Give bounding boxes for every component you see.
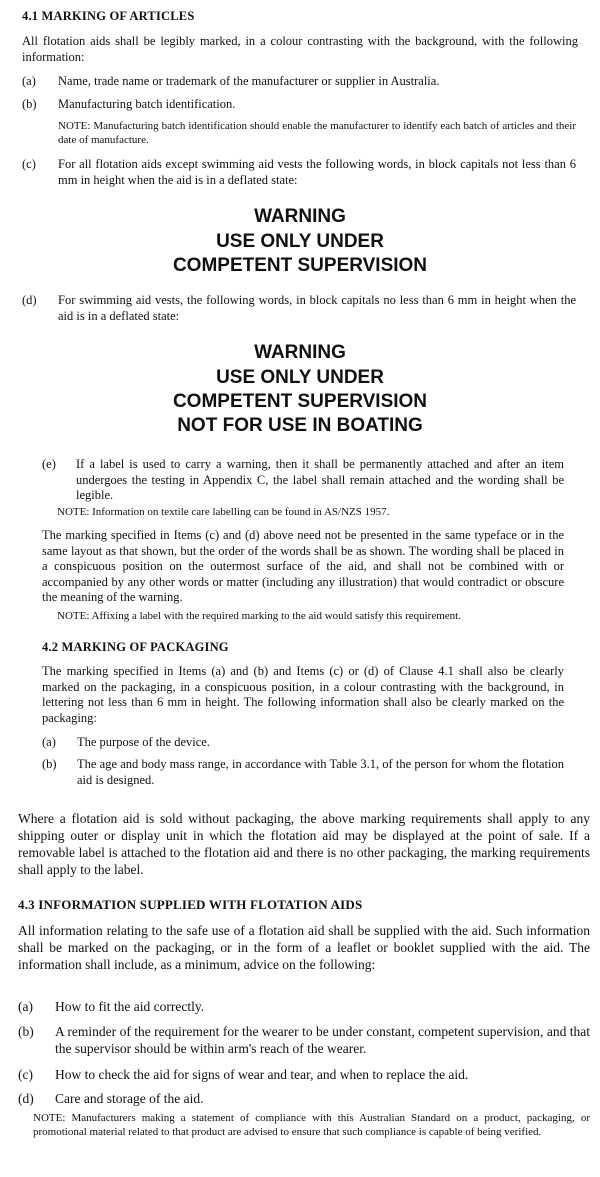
section-4-2-heading: 4.2 MARKING OF PACKAGING (42, 640, 229, 654)
item-label: (d) (22, 293, 37, 307)
warning-line: WARNING (254, 342, 346, 363)
item-text: If a label is used to carry a warning, then it shall be permanently attached and after an item undergoes the testing in Appendix C, the label shall remain attached and the wording shall be legible. (76, 457, 564, 502)
section-4-3-intro: All information relating to the safe use of a flotation aid shall be supplied with the aid. Such information shall be marked on the packaging, or in the form of a leaflet or booklet supplied with the aid. The information shall include, as a minimum, advice on the following: (18, 923, 590, 972)
item-text: How to fit the aid correctly. (55, 999, 205, 1014)
section-4-3-heading: 4.3 INFORMATION SUPPLIED WITH FLOTATION AIDS (18, 897, 363, 912)
note-affixing: NOTE: Affixing a label with the required marking to the aid would satisfy this requirement. (57, 610, 461, 622)
packaging-paragraph: Where a flotation aid is sold without packaging, the above marking requirements shall apply to any shipping outer or display unit in which the flotation aid may be displayed at the point of sale. If a removable label is attached to the flotation aid and there is no other packaging, the marking requirements shall apply to the label. (18, 811, 590, 877)
warning-line: USE ONLY UNDER (216, 367, 384, 388)
warning-line: COMPETENT SUPERVISION (172, 255, 428, 276)
item-label: (d) (18, 1091, 34, 1106)
item-label: (e) (42, 457, 56, 471)
item-text: Name, trade name or trademark of the manufacturer or supplier in Australia. (58, 74, 440, 88)
item-text: Manufacturing batch identification. (58, 97, 236, 111)
item-label: (c) (18, 1067, 33, 1082)
section-4-1-paragraph: The marking specified in Items (c) and (d) above need not be presented in the same typeface or in the same layout as that shown, but the order of the words shall be as shown. The wording shall be placed in a conspicuous position on the outermost surface of the aid, and shall not be combined with or accompanied by any other words or matter (including any illustration) that would contradict or obscure the meaning of the warning. (42, 528, 564, 604)
item-label: (c) (22, 157, 36, 171)
item-label: (a) (18, 999, 33, 1014)
section-4-2-intro: The marking specified in Items (a) and (b) and Items (c) or (d) of Clause 4.1 shall also be clearly marked on the packaging, in a conspicuous position, in a colour contrasting with the background, in lettering not less than 6 mm in height. The following information shall also be clearly marked on the packaging: (42, 664, 564, 725)
note-compliance: NOTE: Manufacturers making a statement of compliance with this Australian Standard on a product, packaging, or promotional material related to that product are advised to ensure that such compliance is capable of being verified. (33, 1112, 590, 1138)
warning-line: NOT FOR USE IN BOATING (177, 415, 423, 436)
item-label: (b) (42, 757, 57, 771)
item-text: The age and body mass range, in accordance with Table 3.1, of the person for whom the flotation aid is designed. (77, 757, 564, 787)
section-4-1-heading: 4.1 MARKING OF ARTICLES (22, 9, 195, 23)
section-4-1-intro: All flotation aids shall be legibly marked, in a colour contrasting with the background, with the following information: (22, 34, 578, 64)
item-text: A reminder of the requirement for the wearer to be under constant, competent supervision, and that the supervisor should be within arm's reach of the wearer. (55, 1024, 590, 1056)
item-text: The purpose of the device. (77, 735, 210, 749)
item-text: For all flotation aids except swimming aid vests the following words, in block capitals not less than 6 mm in height when the aid is in a deflated state: (58, 157, 576, 187)
item-label: (b) (18, 1024, 34, 1039)
item-label: (b) (22, 97, 37, 111)
note-batch: NOTE: Manufacturing batch identification should enable the manufacturer to identify each batch of articles and their date of manufacture. (58, 120, 576, 146)
warning-line: COMPETENT SUPERVISION (172, 391, 428, 412)
item-text: Care and storage of the aid. (55, 1091, 204, 1106)
item-text: For swimming aid vests, the following words, in block capitals no less than 6 mm in height when the aid is in a deflated state: (58, 293, 576, 323)
note-textile: NOTE: Information on textile care labelling can be found in AS/NZS 1957. (57, 506, 390, 518)
warning-line: USE ONLY UNDER (216, 231, 384, 252)
warning-line: WARNING (254, 206, 346, 227)
item-label: (a) (42, 735, 56, 749)
item-label: (a) (22, 74, 36, 88)
item-text: How to check the aid for signs of wear and tear, and when to replace the aid. (55, 1067, 469, 1082)
